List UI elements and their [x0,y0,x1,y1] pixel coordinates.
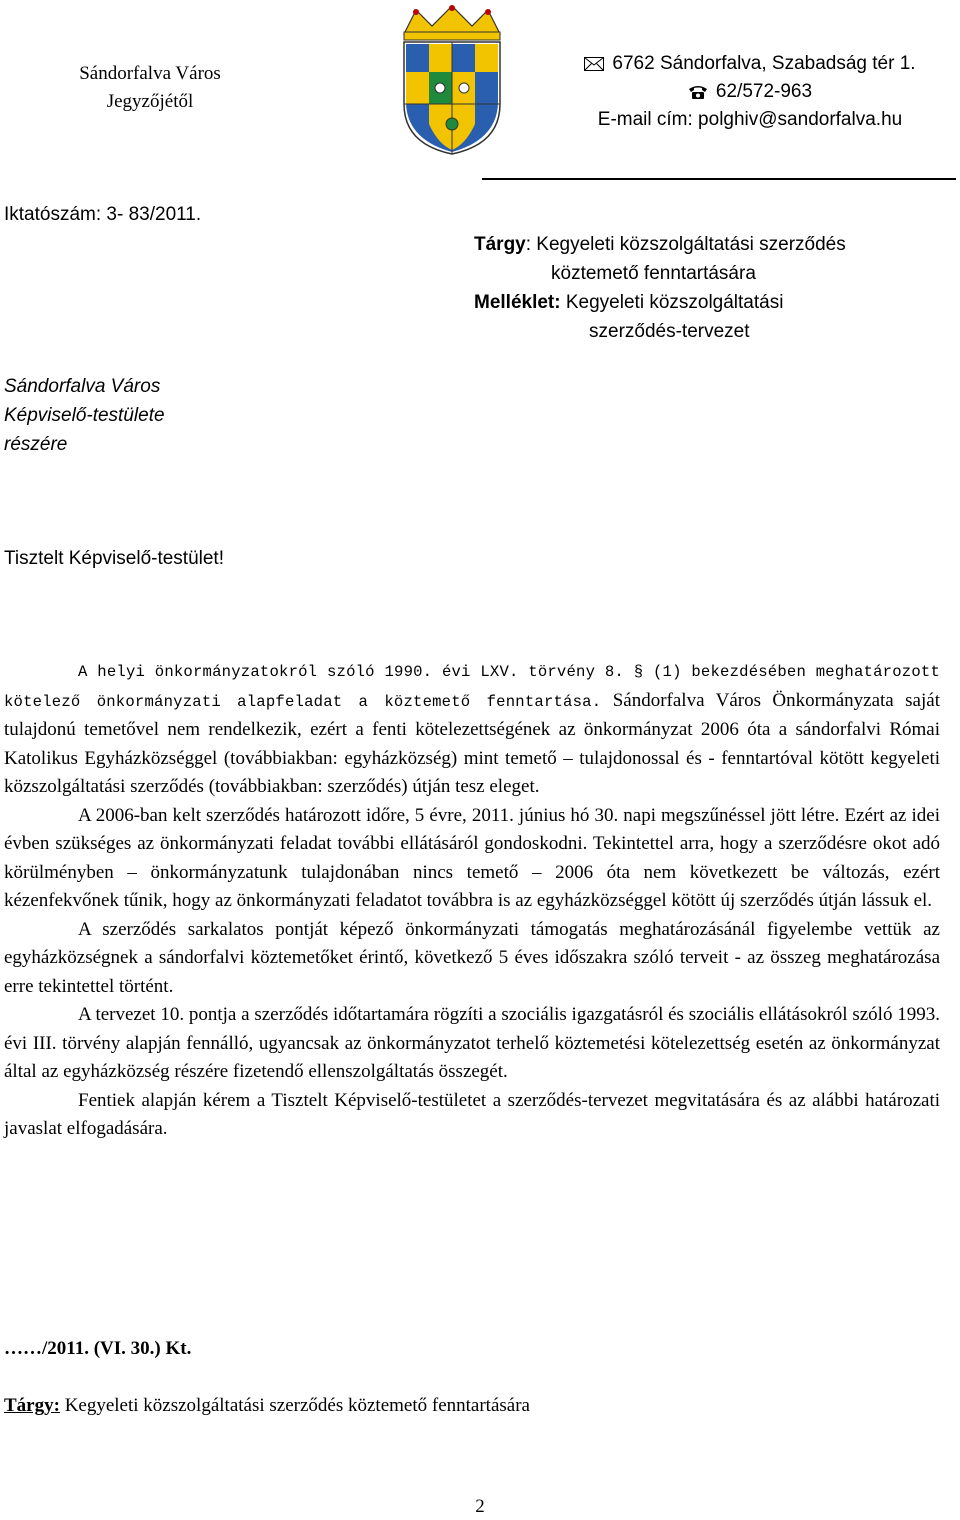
addressee-line-1: Sándorfalva Város [4,376,161,397]
phone-text: 62/572-963 [715,81,813,102]
envelope-icon [584,57,604,71]
contact-block [540,50,960,134]
salutation: Tisztelt Képviselő-testület! [4,548,224,569]
body-paragraph-1 [4,657,940,802]
page-number: 2 [475,1496,485,1517]
addressee-line-2: Képviselő-testülete [4,405,165,426]
decision-subject-label: Tárgy: [4,1395,60,1416]
body-paragraph-1-cont: Sándorfalva Város Önkormányzata saját tulajdonú temetővel nem rendelkezik, ezért a fenti kötelezettségének az önkormányzat 2006 óta a sándorfalvi Római Katolikus Egyházközséggel (továbbiakban: egyházközség) mint temető – tulajdonossal és - fenntartóval kötött kegyeleti közszolgáltatási szerződés (továbbiakban: szerződés) útján tesz eleget. [4,689,940,797]
annex-line-2: szerződés-tervezet [589,321,750,342]
body-paragraph-1-lead: A helyi önkormányzatokról szóló 1990. évi LXV. törvény 8. § (1) bekezdésében meghatározott kötelező önkormányzati alapfeladat a köztemető fenntartása. [4,663,940,711]
addressee-block [4,372,165,459]
phone-line [540,78,960,106]
subject-line-2: köztemető fenntartására [551,263,756,284]
subject-text-1: : Kegyeleti közszolgáltatási szerződés [525,234,846,255]
address-line [540,50,960,78]
body-paragraph-5: Fentiek alapján kérem a Tisztelt Képviselő-testületet a szerződés-tervezet megvitatására és az alábbi határozati javaslat elfogadására. [4,1089,940,1139]
subject-block [474,230,954,346]
telephone-icon [688,84,708,100]
subject-line-1 [474,230,954,259]
decision-number: ……/2011. (VI. 30.) Kt. [4,1338,192,1359]
addressee-line-3: részére [4,434,68,455]
sender-line-2: Jegyzőjétől [106,91,194,112]
decision-subject-text: Kegyeleti közszolgáltatási szerződés köztemető fenntartására [59,1395,530,1416]
annex-text-1: Kegyeleti közszolgáltatási [560,292,784,313]
body-paragraph-4: A tervezet 10. pontja a szerződés időtartamára rögzíti a szociális igazgatásról és szociális ellátásokról szóló 1993. évi III. törvény alapján fennálló, ugyancsak az önkormányzatot terhelő köztemetési kötelezettség esetén az önkormányzat által az egyházközség részére fizetendő ellenszolgáltatás összegét. [4,1004,940,1082]
email-line: E-mail cím: polghiv@sandorfalva.hu [597,109,903,130]
reference-number: Iktatószám: 3- 83/2011. [4,204,202,225]
sender-block [40,60,260,116]
body-paragraph-2: A 2006-ban kelt szerződés határozott időre, 5 évre, 2011. június hó 30. napi megszűnéssel jött létre. Ezért az idei évben szükséges az önkormányzati feladat további ellátásáról gondoskodni. Tekintettel arra, hogy a szerződésre okot adó körülményben – önkormányzatunk tulajdonában nincs temető – 2006 óta nem következett be változás, ezért kézenfekvőnek tűnik, hogy az önkormányzati feladatot továbbra is az egyházközséggel kötött új szerződés útján lássuk el. [4,804,940,911]
sender-line-1: Sándorfalva Város [79,63,221,84]
coat-of-arms-logo [376,4,528,156]
annex-line-1 [474,288,954,317]
body-paragraph-3: A szerződés sarkalatos pontját képező önkormányzati támogatás meghatározásánál figyelembe vettük az egyházközségnek a sándorfalvi köztemetőket érintő, következő 5 éves időszakra szóló terveit - az összeg meghatározása erre tekintettel történt. [4,918,940,997]
subject-label: Tárgy [474,234,526,255]
decision-subject [4,1395,530,1417]
annex-label: Melléklet: [474,292,561,313]
header-divider [482,178,956,180]
address-text: 6762 Sándorfalva, Szabadság tér 1. [612,53,916,74]
letter-body [4,657,940,1144]
